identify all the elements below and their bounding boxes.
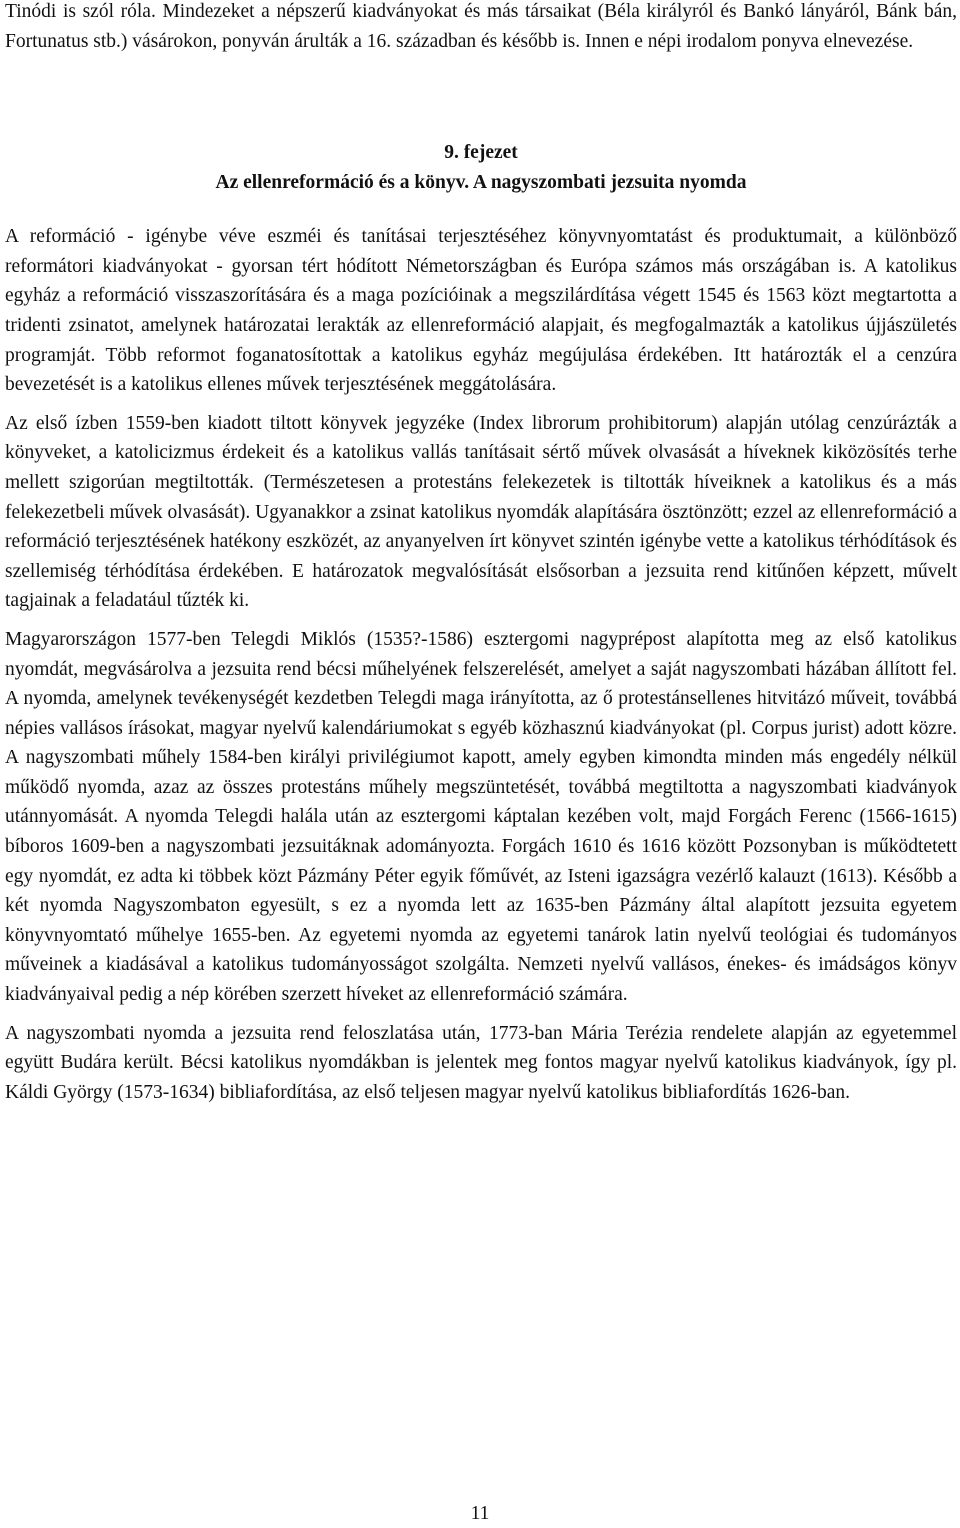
document-page [5, 0, 957, 1107]
chapter-title: Az ellenreformáció és a könyv. A nagyszombati jezsuita nyomda [215, 172, 747, 194]
body-paragraph: A nagyszombati nyomda a jezsuita rend feloszlatása után, 1773-ban Mária Terézia rendelete alapján az egyetemmel együtt Budára került. Bécsi katolikus nyomdákban is jelentek meg fontos magyar nyelvű katolikus kiadványok, így pl. Káldi György (1573-1634) bibliafordítása, az első teljesen magyar nyelvű katolikus bibliafordítás 1626-ban. [5, 1022, 957, 1103]
chapter-number: 9. fejezet [444, 142, 518, 164]
intro-paragraph: Tinódi is szól róla. Mindezeket a népszerű kiadványokat és más társaikat (Béla királyról és Bankó lányáról, Bánk bán, Fortunatus stb.) vásárokon, ponyván árulták a 16. században és később is. Innen e népi irodalom ponyva elnevezése. [5, 1, 957, 52]
chapter-heading [5, 138, 957, 198]
body-paragraph: A reformáció - igénybe véve eszméi és tanításai terjesztéséhez könyvnyomtatást és produktumait, a különböző reformátori kiadványokat - gyorsan tért hódított Németországban és Európa számos más országában is. A katolikus egyház a reformáció visszaszorítására és a maga pozícióinak a megszilárdítása végett 1545 és 1563 közt megtartotta a tridenti zsinatot, amelynek határozatai lerakták az ellenreformáció alapjait, és megfogalmazták a katolikus újjászületés programját. Több reformot foganatosítottak a katolikus egyház megújulása érdekében. Itt határozták el a cenzúra bevezetését is a katolikus ellenes művek terjesztésének meggátolására. [5, 226, 957, 396]
body-paragraph: Magyarországon 1577-ben Telegdi Miklós (1535?-1586) esztergomi nagyprépost alapította meg az első katolikus nyomdát, megvásárolva a jezsuita rend bécsi műhelyének felszerelését, amelyet a saját nagyszombati házában állított fel. A nyomda, amelynek tevékenységét kezdetben Telegdi maga irányította, az ő protestánsellenes hitvitázó műveit, továbbá népies vallásos írásokat, magyar nyelvű kalendáriumokat s egyéb közhasznú kiadványokat (pl. Corpus jurist) adott közre. A nagyszombati műhely 1584-ben királyi privilégiumot kapott, amely egyben kimondta minden más engedély nélkül működő nyomda, azaz az összes protestáns műhely megszüntetését, továbbá megtiltotta a nagyszombati kiadványok utánnyomását. A nyomda Telegdi halála után az esztergomi káptalan kezében volt, majd Forgách Ferenc (1566-1615) bíboros 1609-ben a nagyszombati jezsuitáknak adományozta. Forgách 1610 és 1616 között Pozsonyban is működtetett egy nyomdát, ez adta ki többek közt Pázmány Péter egyik főművét, az Isteni igazságra vezérlő kalauzt (1613). Később a két nyomda Nagyszombaton egyesült, s ez a nyomda lett az 1635-ben Pázmány által alapított jezsuita egyetem könyvnyomtató műhelye 1655-ben. Az egyetemi nyomda az egyetemi tanárok latin nyelvű teológiai és tudományos műveinek a kiadásával a katolikus tudományosságot szolgálta. Nemzeti nyelvű vallásos, énekes- és imádságos könyv kiadványaival pedig a nép körében szerzett híveket az ellenreformáció számára. [5, 628, 957, 1006]
body-paragraph: Az első ízben 1559-ben kiadott tiltott könyvek jegyzéke (Index librorum prohibitorum) alapján utólag cenzúrázták a könyveket, a katolicizmus érdekeit és a katolikus vallás tanításait sértő művek olvasását a híveknek kiközösítés terhe mellett szigorúan megtiltották. (Természetesen a protestáns felekezetek is tiltották híveiknek a katolikus és a más felekezetbeli művek olvasását). Ugyanakkor a zsinat katolikus nyomdák alapítására ösztönzött; ezzel az ellenreformáció a reformáció terjesztésének hatékony eszközét, az anyanyelven írt könyvet szintén igénybe vette a katolikus térhódítások és szellemiség térhódítása érdekében. E határozatok megvalósítását elsősorban a jezsuita rend kitűnően képzett, művelt tagjainak a feladatául tűzték ki. [5, 412, 957, 612]
page-number: 11 [470, 1503, 490, 1524]
